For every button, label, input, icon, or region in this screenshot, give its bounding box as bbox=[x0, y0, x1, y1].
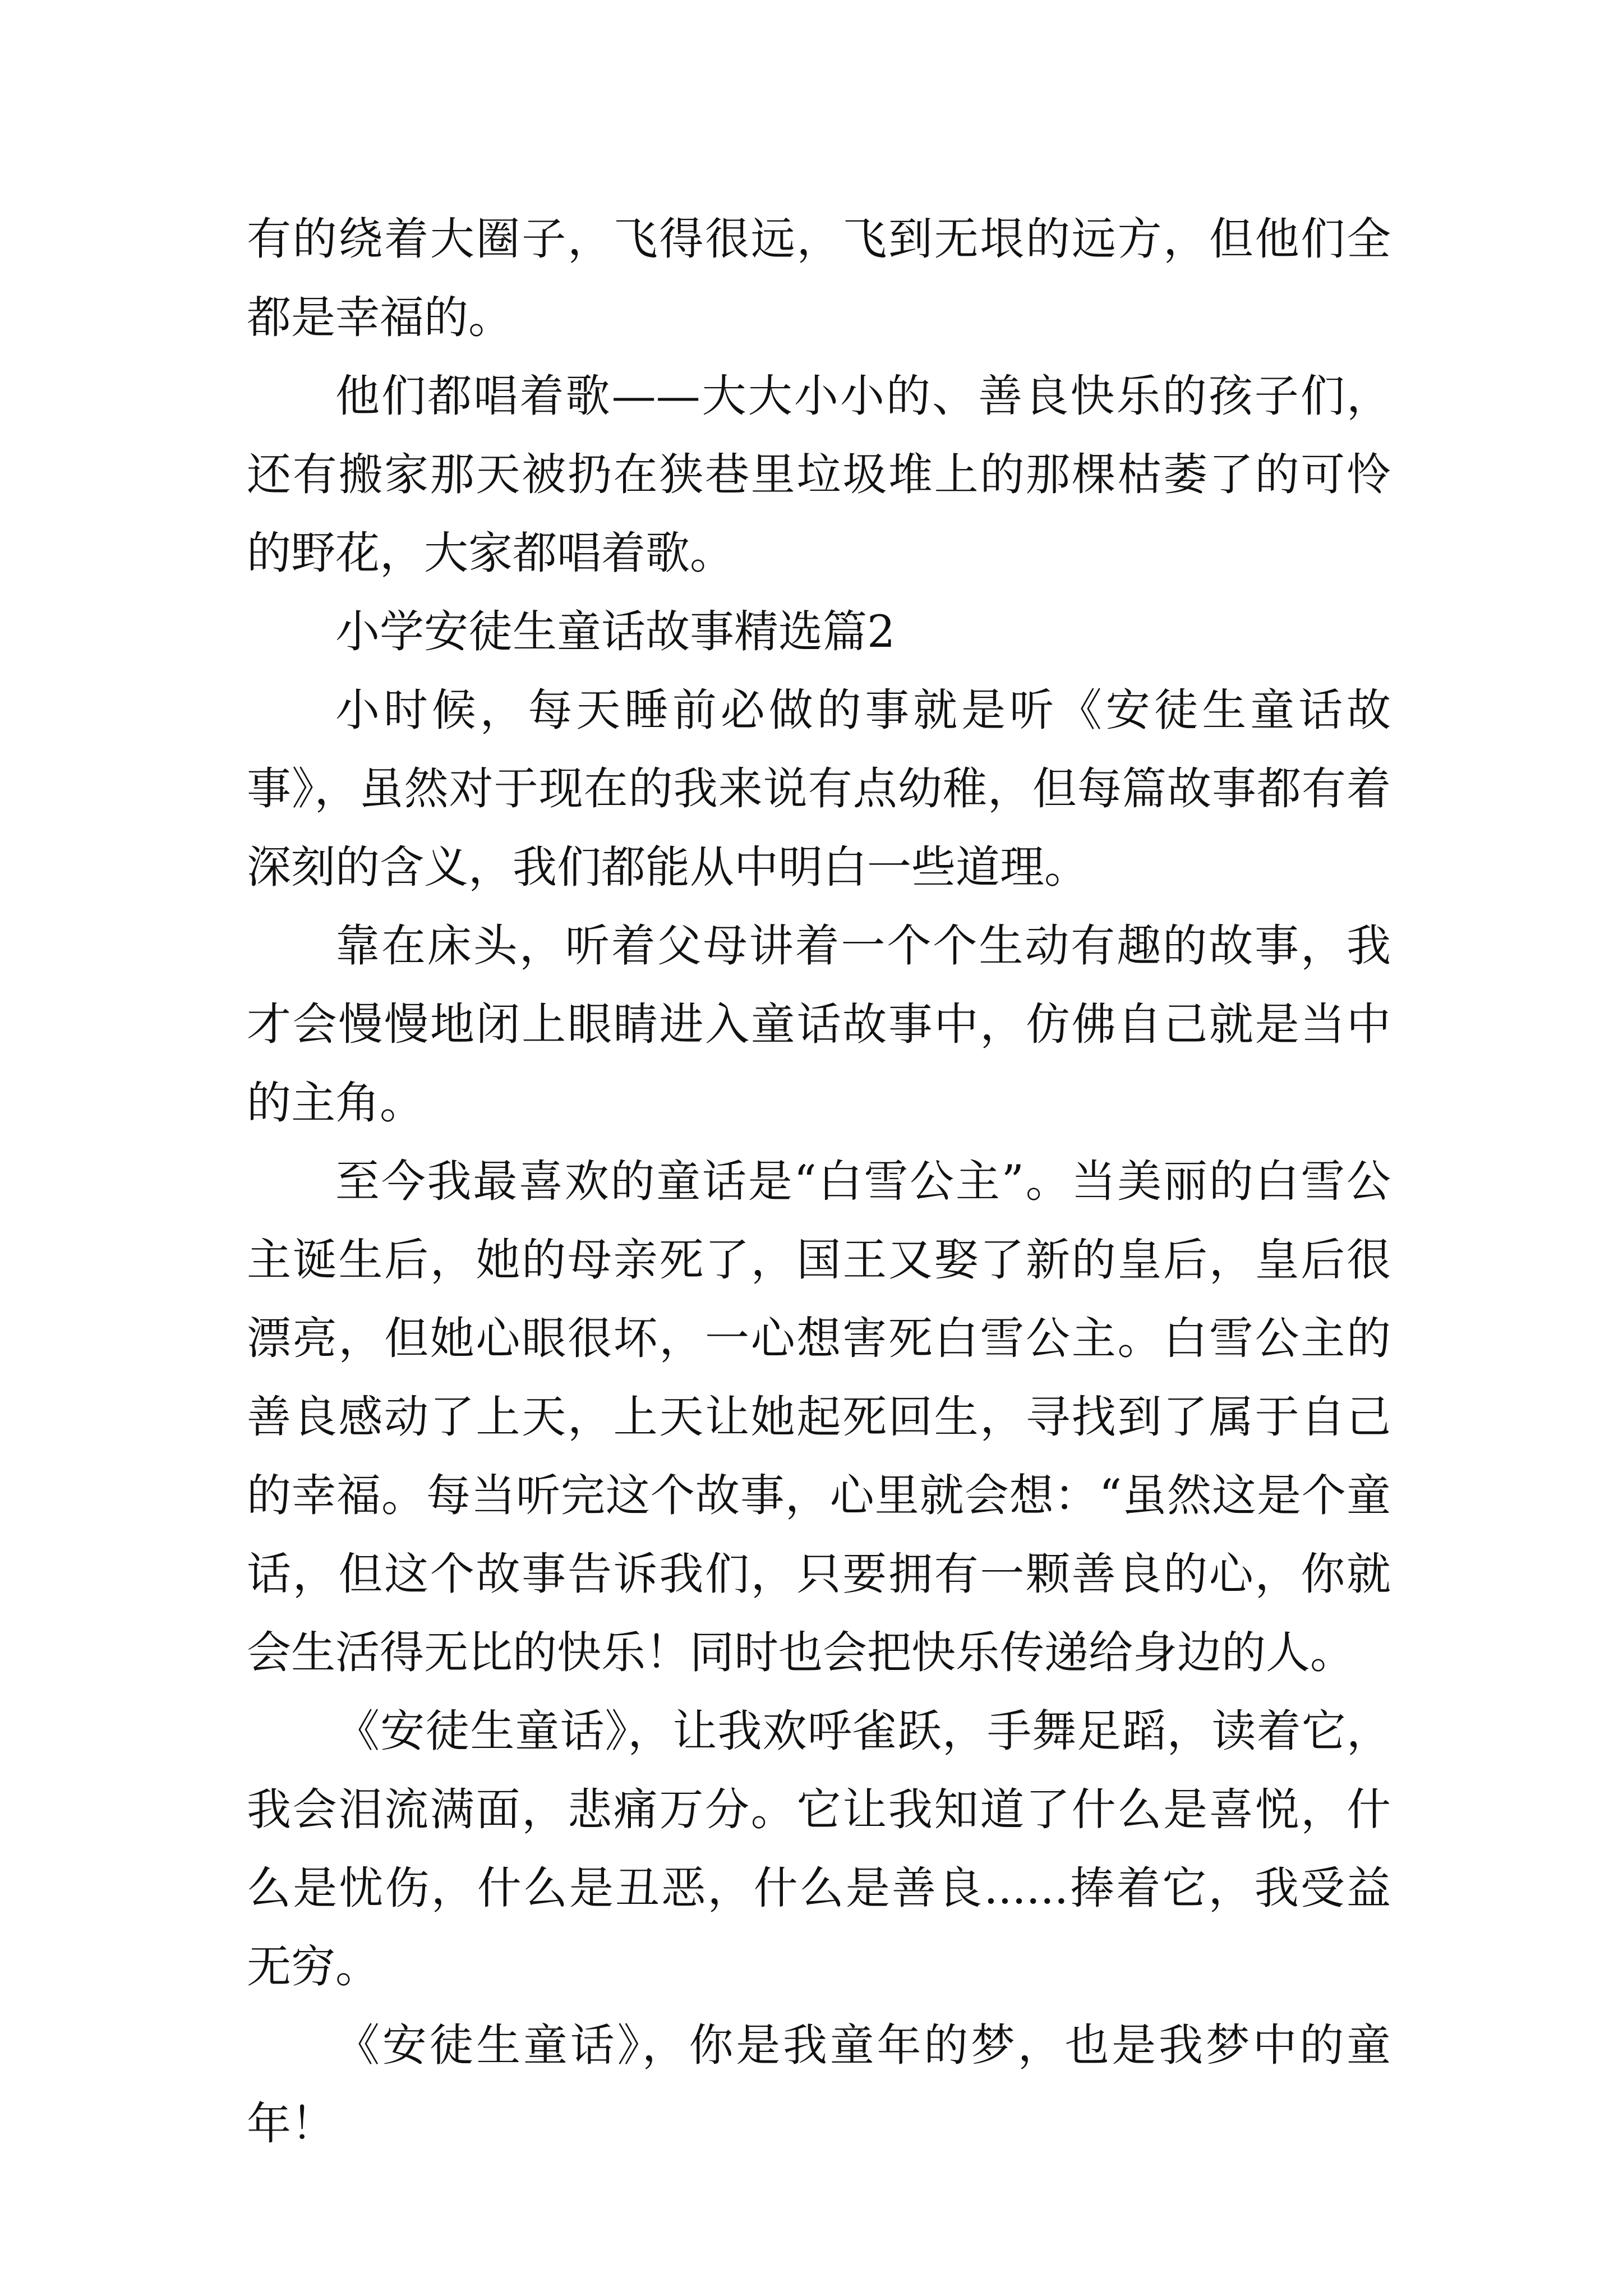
paragraph-bedtime: 靠在床头，听着父母讲着一个个生动有趣的故事，我才会慢慢地闭上眼睛进入童话故事中，仿佛自己就是当中的主角。 bbox=[247, 920, 1391, 1129]
paragraph-feelings: 《安徒生童话》，让我欢呼雀跃，手舞足蹈，读着它，我会泪流满面，悲痛万分。它让我知道了什么是喜悦，什么是忧伤，什么是丑恶，什么是善良......捧着它，我受益无穷。 bbox=[247, 1705, 1391, 1993]
paragraph-childhood: 小时候，每天睡前必做的事就是听《安徒生童话故事》，虽然对于现在的我来说有点幼稚，但每篇故事都有着深刻的含义，我们都能从中明白一些道理。 bbox=[247, 684, 1391, 893]
paragraph-snow-white: 至今我最喜欢的童话是“白雪公主”。当美丽的白雪公主诞生后，她的母亲死了，国王又娶了新的皇后，皇后很漂亮，但她心眼很坏，一心想害死白雪公主。白雪公主的善良感动了上天，上天让她起死回生，寻找到了属于自己的幸福。每当听完这个故事，心里就会想：“虽然这是个童话，但这个故事告诉我们，只要拥有一颗善良的心，你就会生活得无比的快乐！同时也会把快乐传递给身边的人。 bbox=[247, 1156, 1391, 1678]
section-heading: 小学安徒生童话故事精选篇2 bbox=[335, 606, 896, 657]
paragraph-closing: 《安徒生童话》，你是我童年的梦，也是我梦中的童年！ bbox=[247, 2019, 1391, 2150]
document-page bbox=[247, 200, 1391, 2163]
paragraph-continuation: 有的绕着大圈子，飞得很远，飞到无垠的远方，但他们全都是幸福的。 bbox=[247, 213, 1391, 343]
paragraph-singing: 他们都唱着歌——大大小小的、善良快乐的孩子们，还有搬家那天被扔在狭巷里垃圾堆上的那棵枯萎了的可怜的野花，大家都唱着歌。 bbox=[247, 370, 1391, 579]
